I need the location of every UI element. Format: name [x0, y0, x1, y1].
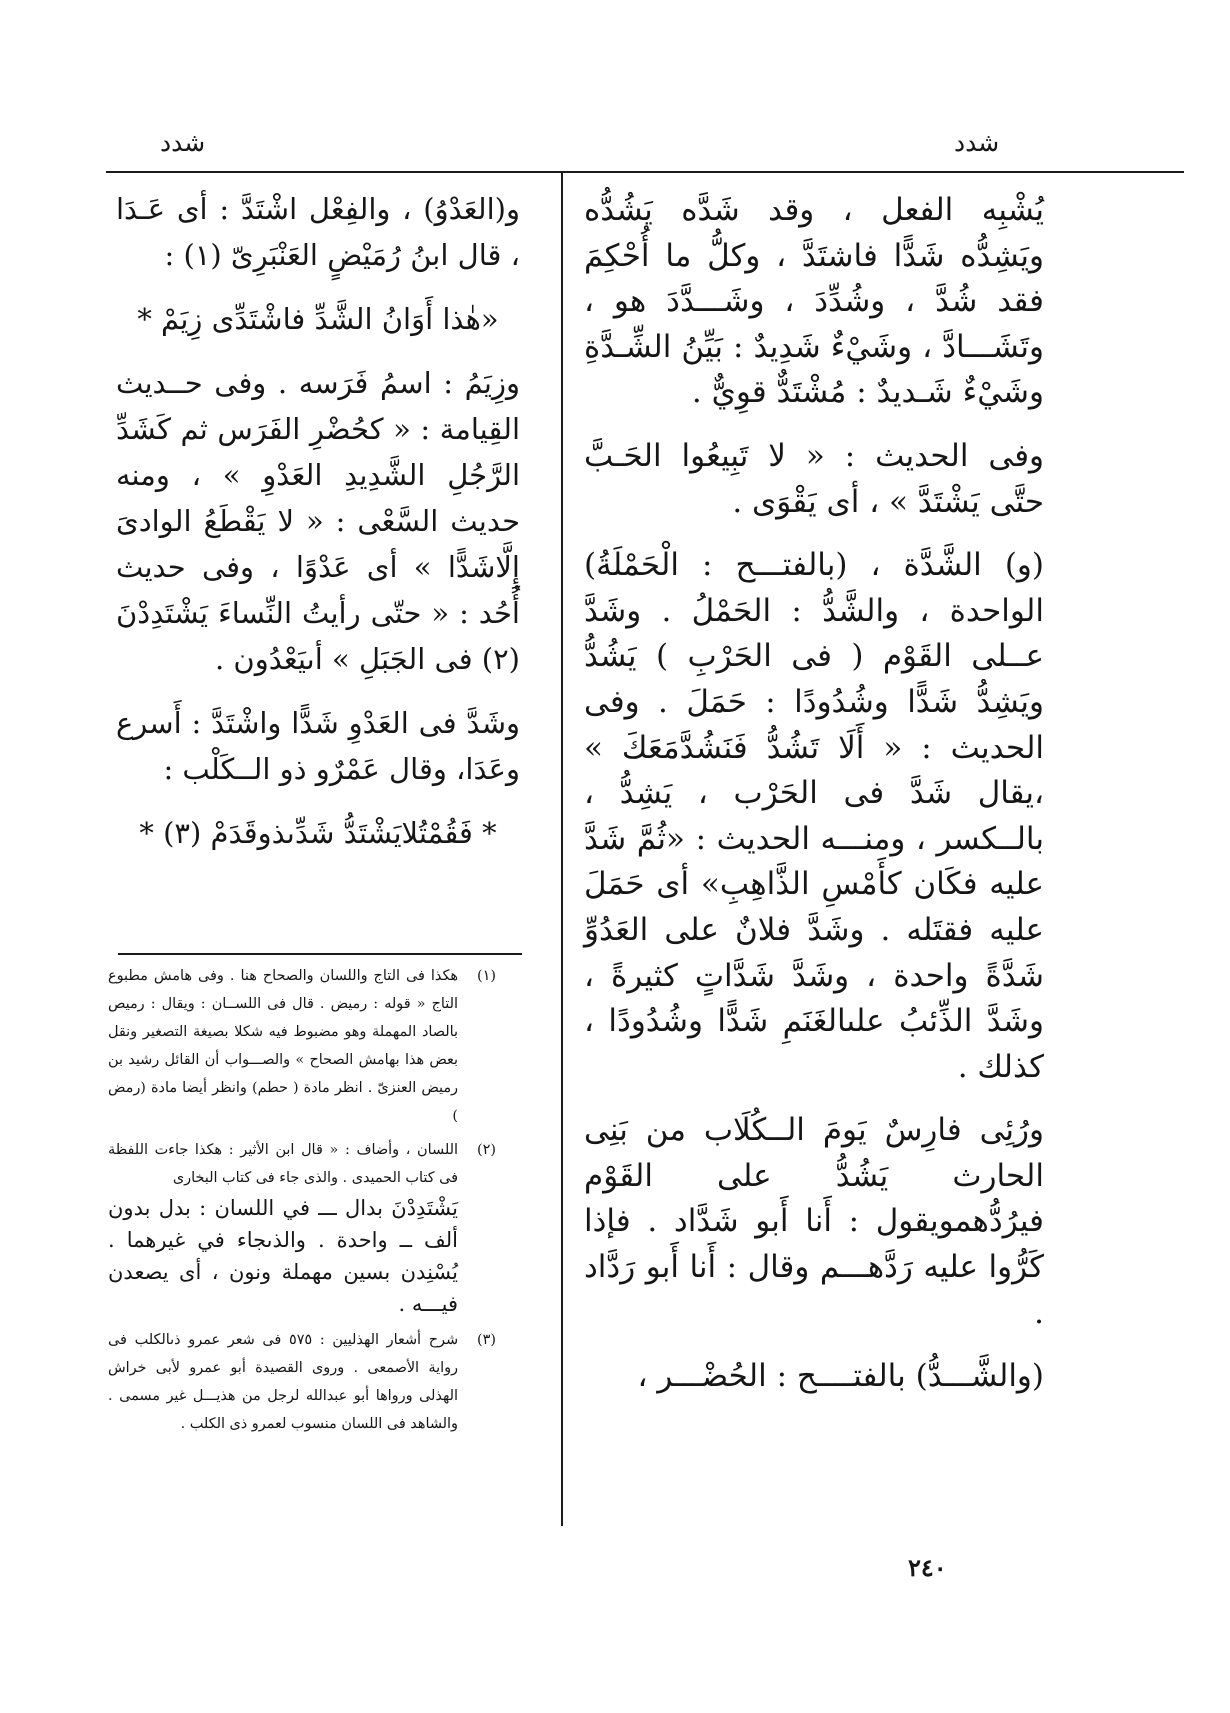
right-paragraph-1: يُشْبِه الفعل ، وقد شَدَّه يَشُدُّه ويَشِدُّه شَدًّا فاشتَدَّ ، وكلُّ ما أُحْكِمَ فقد شُدَّ ، وشُدِّدَ ، وشَـــدَّدَ هو ، وتَشَـــادَّ ، وشَيْءٌ شَدِيدٌ : بَيِّنُ الشِّـدَّةِ وشَيْءٌ شَـديدٌ : مُشْتَدٌّ قوِيٌّ .: [584, 192, 1044, 411]
running-header-right: شدد: [954, 128, 1000, 157]
footnote-number: (٢): [477, 1142, 496, 1158]
verse-1: «هٰذا أَوَانُ الشَّدِّ فاشْتَدِّى زِيَمْ *: [137, 302, 499, 336]
right-paragraph-3: (و) الشَّدَّة ، (بالفتـــح : الْحَمْلَةُ) الواحدة ، والشَّدُّ : الحَمْلُ . وشَدَّ عــلى القَوْم ( فى الحَرْبِ ) يَشُدُّ ويَشِدُّ شَدًّا وشُدُودًا : حَمَلَ . وفى الحديث : « أَلَا تَشُدُّ فَنَشُدَّمَعَكَ » ،يقال شَدَّ فى الحَرْب ، يَشِدُّ ، بالــكسر ، ومنـــه الحديث : «ثُمَّ شَدَّ عليه فكَان كأَمْسِ الذَّاهِبِ» أى حَمَلَ عليه فقتَله . وشَدَّ فلانٌ على العَدُوِّ شَدَّةً واحدة ، وشَدَّ شَدَّاتٍ كثيرةً ، وشَدَّ الذِّئبُ علىالغَنَمِ شَدًّا وشُدُودًا ، كذلك .: [584, 547, 1044, 1085]
footnotes: [108, 962, 496, 1444]
footnote-text-large: يَشْتَدِدْنَ بدال ـــ في اللسان : بدل بدون ألف ــ واحدة . والذىجاء في غيرهما . يُسْنِدن بسين مهملة ونون ، أى يصعدن فيـــه .: [108, 1196, 458, 1316]
left-paragraph-1: و(العَدْوُ) ، والفِعْل اشْتَدَّ : أى عَـدَا ، قال ابنُ رُمَيْضٍ العَنْبَرِىّ (١) :: [116, 192, 520, 272]
right-column: [584, 188, 1044, 1400]
verse-2: * فَقُمْتُلايَشْتَدُّ شَدِّىذوقَدَمْ (٣) *: [139, 816, 497, 850]
right-paragraph-5: (والشَّـــدُّ) بالفتــــح : الحُضْـــر ،: [637, 1358, 1044, 1395]
header-rule: [106, 171, 1184, 173]
left-paragraph-2: وزِيَمُ : اسمُ فَرَسه . وفى حــديث القِيامة : « كحُضْرِ الفَرَس ثم كَشَدِّ الرَّجُلِ الشَّدِيدِ العَدْوِ » ، ومنه حديث السَّعْى : « لا يَقْطَعُ الوادىَ إِلَّاشَدًّا » أى عَدْوًا ، وفى حديث أُحُد : « حتّى رأيتُ النِّساءَ يَشْتَدِدْنَ (٢) فى الجَبَلِ » أىيَعْدُون .: [116, 366, 520, 676]
footnote-text: شرح أشعار الهذليين : ٥٧٥ فى شعر عمرو ذىالكلب فى رواية الأصمعى . وروى القصيدة أبو عمرو لأبى خراش الهذلى ورواها أبو عبدالله لرجل من هذيـــل غير مسمى . والشاهد فى اللسان منسوب لعمرو ذى الكلب .: [108, 1332, 458, 1432]
left-paragraph-3: وشَدَّ فى العَدْوِ شَدًّا واشْتَدَّ : أَسرع وعَدَا، وقال عَمْرٌو ذو الــكَلْب :: [116, 706, 520, 786]
footnote-number: (٣): [477, 1332, 496, 1348]
page-number: ٢٤٠: [908, 1553, 947, 1582]
footnote-number: (١): [477, 968, 496, 984]
footnote: [108, 962, 496, 1130]
running-header-left: شدد: [160, 128, 206, 157]
column-divider: [561, 171, 563, 1526]
footnote: [108, 1326, 496, 1438]
footnote-text: هكذا فى التاج واللسان والصحاح هنا . وفى هامش مطبوع التاج « قوله : رميض . قال فى اللســان : ويقال : رميص بالصاد المهملة وهو مضبوط فيه شكلا بصيغة التصغير ونقل بعض هذا بهامش الصحاح » والصـــواب أن القائل رشيد بن رميض العنزىّ . انظر مادة ( حطم) وانظر أيضا مادة (رمض ): [108, 968, 458, 1124]
footnote-rule: [118, 953, 522, 955]
footnote: [108, 1136, 496, 1320]
left-column: [116, 186, 520, 856]
right-paragraph-4: ورُئِى فارِسٌ يَومَ الــكُلَاب من بَنِى الحارث يَشُدُّ على القَوْم فيرُدُّهمويقول : أَنا أَبو شَدَّاد . فإذا كَرُّوا عليه رَدَّهـــم وقال : أَنا أَبو رَدَّاد .: [584, 1112, 1044, 1331]
footnote-text: اللسان ، وأضاف : « قال ابن الأثير : هكذا جاءت اللفظة فى كتاب الحميدى . والذى جاء فى كتاب البخارى: [108, 1142, 458, 1186]
right-paragraph-2: وفى الحديث : « لا تَبِيعُوا الحَـبَّ حتَّى يَشْتَدَّ » ، أى يَقْوَى .: [584, 437, 1044, 520]
